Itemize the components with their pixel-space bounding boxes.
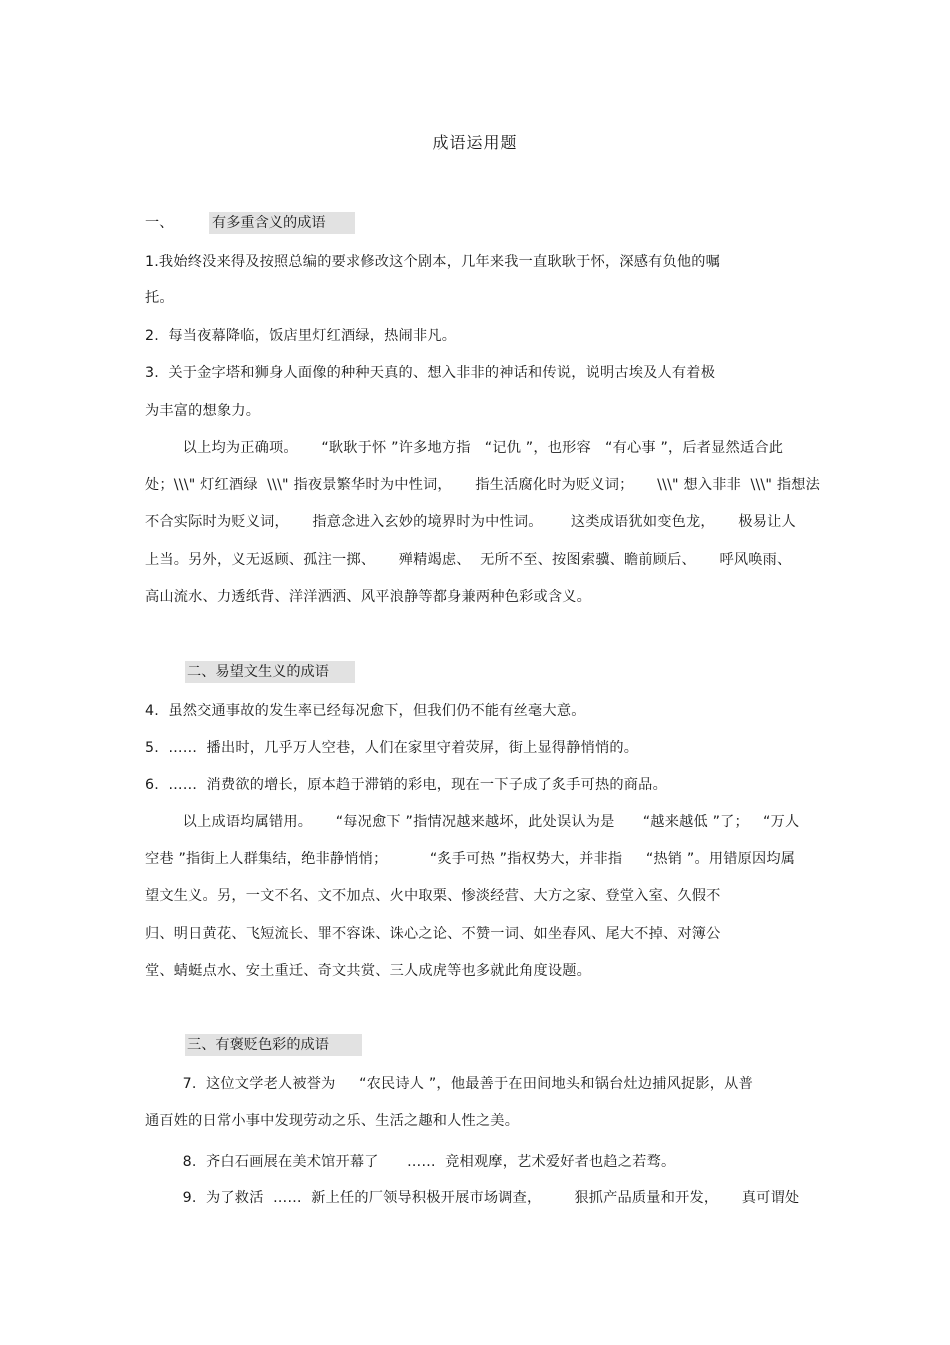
paragraph-line: 处；\\\" 灯红酒绿 \\\" 指夜景繁华时为中性词， 指生活腐化时为贬义词； \\\" 想入非非 \\\" 指想法 xyxy=(145,477,821,493)
paragraph-line: 9. 为了救活 …… 新上任的厂领导积极开展市场调查， 狠抓产品质量和开发， 真可谓处 xyxy=(145,1190,800,1206)
paragraph-line: 以上成语均属错用。 “每况愈下 ”指情况越来越坏，此处误认为是 “越来越低 ”了； “万人 xyxy=(145,814,800,830)
section-label: 有多重含义的成语 xyxy=(212,215,326,231)
paragraph-line: 上当。另外，义无返顾、孤注一掷、 殚精竭虑、 无所不至、按图索骥、瞻前顾后、 呼风唤雨、 xyxy=(145,552,792,568)
section-heading-2 xyxy=(185,661,355,683)
paragraph-line: 5. …… 播出时，几乎万人空巷，人们在家里守着荧屏，街上显得静悄悄的。 xyxy=(145,740,639,756)
section-number: 一、 xyxy=(145,215,174,231)
paragraph-line: 8. 齐白石画展在美术馆开幕了 …… 竞相观摩，艺术爱好者也趋之若骛。 xyxy=(145,1154,676,1170)
paragraph-line: 高山流水、力透纸背、洋洋洒洒、风平浪静等都身兼两种色彩或含义。 xyxy=(145,589,592,605)
paragraph-line: 为丰富的想象力。 xyxy=(145,403,261,419)
paragraph-line: 7. 这位文学老人被誉为 “农民诗人 ”，他最善于在田间地头和锅台灶边捕风捉影，从普 xyxy=(145,1076,753,1092)
section-label: 三、有褒贬色彩的成语 xyxy=(187,1037,329,1053)
paragraph-line: 归、明日黄花、飞短流长、罪不容诛、诛心之论、不赞一词、如坐春风、尾大不掉、对簿公 xyxy=(145,926,721,942)
section-heading-3 xyxy=(185,1034,362,1056)
paragraph-line: 通百姓的日常小事中发现劳动之乐、生活之趣和人性之美。 xyxy=(145,1113,520,1129)
paragraph-line: 以上均为正确项。 “耿耿于怀 ”许多地方指 “记仇 ”，也形容 “有心事 ”，后者显然适合此 xyxy=(145,440,784,456)
section-heading-1 xyxy=(145,212,355,234)
paragraph-line: 1.我始终没来得及按照总编的要求修改这个剧本，几年来我一直耿耿于怀，深感有负他的嘱 xyxy=(145,254,721,270)
paragraph-line: 6. …… 消费欲的增长，原本趋于滞销的彩电，现在一下子成了炙手可热的商品。 xyxy=(145,777,667,793)
paragraph-line: 2. 每当夜幕降临，饭店里灯红酒绿，热闹非凡。 xyxy=(145,328,457,344)
paragraph-line: 空巷 ”指街上人群集结，绝非静悄悄； “炙手可热 ”指权势大，并非指 “热销 ”。用错原因均属 xyxy=(145,851,796,867)
paragraph-line: 4. 虽然交通事故的发生率已经每况愈下，但我们仍不能有丝毫大意。 xyxy=(145,703,586,719)
page-title: 成语运用题 xyxy=(432,133,518,152)
paragraph-line: 不合实际时为贬义词， 指意念进入玄妙的境界时为中性词。 这类成语犹如变色龙， 极易让人 xyxy=(145,514,796,530)
paragraph-line: 望文生义。另，一文不名、文不加点、火中取栗、惨淡经营、大方之家、登堂入室、久假不 xyxy=(145,888,721,904)
section-label: 二、易望文生义的成语 xyxy=(187,664,329,680)
paragraph-line: 堂、蜻蜓点水、安土重迁、奇文共赏、三人成虎等也多就此角度设题。 xyxy=(145,963,592,979)
paragraph-line: 托。 xyxy=(145,290,174,306)
paragraph-line: 3. 关于金字塔和狮身人面像的种种天真的、想入非非的神话和传说，说明古埃及人有着极 xyxy=(145,365,716,381)
